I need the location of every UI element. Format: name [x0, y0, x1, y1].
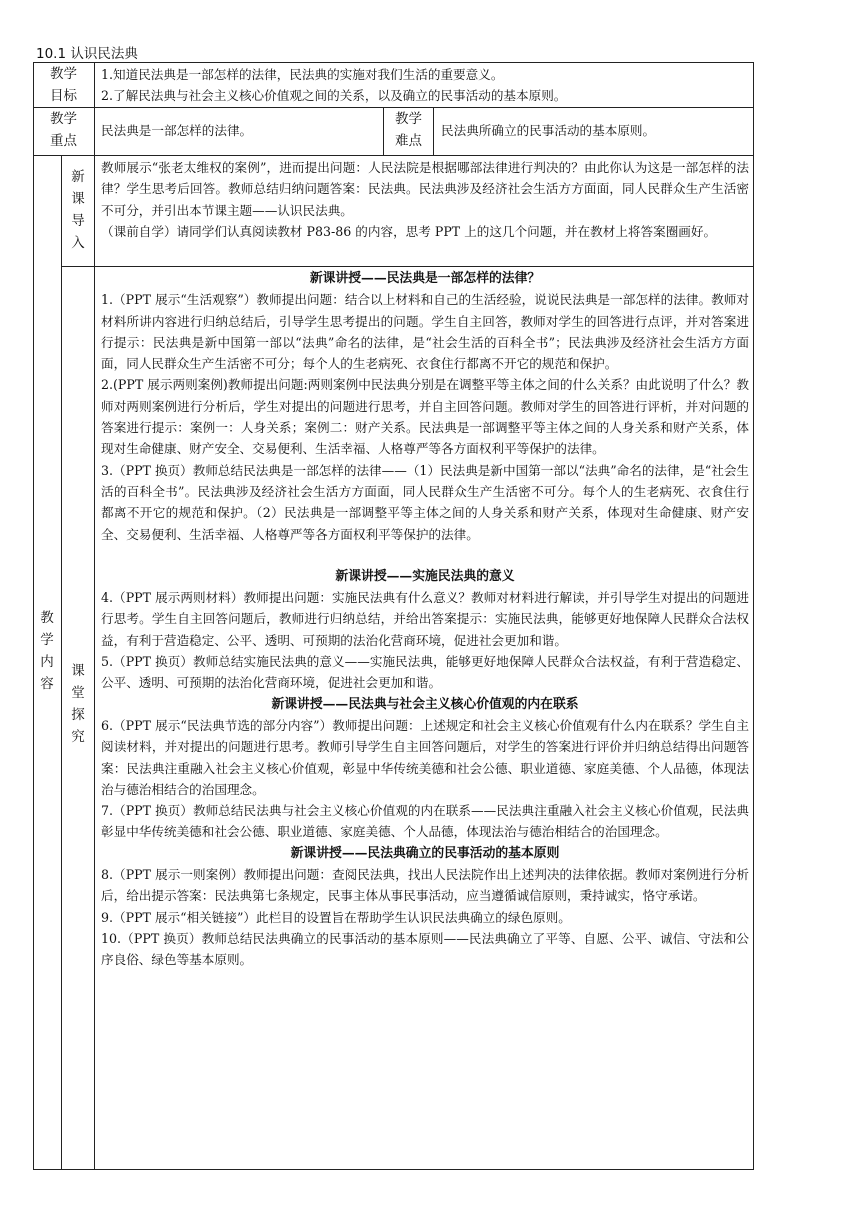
section-paragraph: 8.（PPT 展示一则案例）教师提出问题：查阅民法典，找出人民法院作出上述判决的法律依据。教师对案例进行分析后，给出提示答案：民法典第七条规定，民事主体从事民事活动，应当遵循诚信原则，秉持诚实，恪守承诺。	[101, 867, 749, 904]
table-border-top	[33, 62, 754, 63]
section-heading: 新课讲授——民法典确立的民事活动的基本原则	[290, 845, 560, 861]
section-paragraph: 3.（PPT 换页）教师总结民法典是一部怎样的法律——（1）民法典是新中国第一部以“法典”命名的法律，是“社会生活的百科全书”。民法典涉及经济社会生活方方面面，同人民群众生产生活密不可分。每个人的生老病死、衣食住行都离不开它的规范和保护。（2）民法典是一部调整平等主体之间的人身关系和财产关系，体现对生命健康、财产安全、交易便利、生活幸福、人格尊严等各方面权利平等保护的法律。	[101, 462, 750, 542]
key-points-label-line: 教学	[50, 111, 77, 127]
section-paragraph: 5.（PPT 换页）教师总结实施民法典的意义——实施民法典，能够更好地保障人民群众合法权益，有利于营造稳定、公平、透明、可预期的法治化营商环境，促进社会更加和谐。	[101, 654, 749, 691]
content-label-char: 容	[40, 676, 54, 692]
col-divider	[61, 155, 62, 1170]
intro-paragraph: （课前自学）请同学们认真阅读教材 P83-86 的内容，思考 PPT 上的这几个问题，并在教材上将答案圈画好。	[101, 223, 717, 239]
objectives-label-line: 教学	[50, 66, 77, 82]
intro-paragraph: 教师展示“张老太维权的案例”，进而提出问题：人民法院是根据哪部法律进行判决的？由此你认为这是一部怎样的法律？学生思考后回答。教师总结归纳问题答案：民法典。民法典涉及经济社会生活方方面面，同人民群众生产生活密不可分，并引出本节课主题——认识民法典。	[101, 160, 749, 218]
col-divider	[94, 62, 95, 1170]
objectives-text	[101, 64, 749, 107]
row-divider	[61, 266, 754, 267]
intro-label-char: 课	[71, 191, 85, 207]
section-paragraph: 9.（PPT 展示“相关链接”）此栏目的设置旨在帮助学生认识民法典确立的绿色原则。	[101, 909, 571, 925]
difficulty-label-line: 难点	[395, 133, 422, 149]
section-paragraph: 6.（PPT 展示“民法典节选的部分内容”）教师提出问题：上述规定和社会主义核心价值观有什么内在联系？学生自主阅读材料，并对提出的问题进行思考。教师引导学生自主回答问题后，对学生的答案进行评价并归纳总结得出问题答案：民法典注重融入社会主义核心价值观，彰显中华传统美德和社会公德、职业道德、家庭美德、个人品德，体现法治与德治相结合的治国理念。	[101, 717, 749, 797]
objectives-label-line: 目标	[50, 88, 77, 104]
table-border-right	[753, 62, 754, 1170]
explore-label-char: 究	[71, 729, 85, 745]
difficulty-label	[383, 108, 434, 152]
explore-text	[101, 268, 749, 971]
intro-label	[68, 166, 88, 254]
section-paragraph: 10.（PPT 换页）教师总结民法典确立的民事活动的基本原则——民法典确立了平等、自愿、公平、诚信、守法和公序良俗、绿色等基本原则。	[101, 930, 749, 968]
table-border-left	[33, 62, 34, 1170]
intro-label-char: 入	[71, 235, 85, 251]
difficulty-label-line: 教学	[395, 111, 422, 127]
explore-label	[68, 660, 88, 748]
lesson-plan-table	[33, 62, 754, 1170]
spacer	[101, 545, 749, 566]
key-points-text: 民法典是一部怎样的法律。	[101, 123, 253, 138]
explore-label-char: 课	[71, 663, 85, 679]
explore-label-char: 探	[71, 707, 85, 723]
difficulty-text: 民法典所确立的民事活动的基本原则。	[441, 123, 656, 138]
intro-label-char: 新	[71, 169, 85, 185]
key-points-label-line: 重点	[50, 133, 77, 149]
section-heading: 新课讲授——民法典与社会主义核心价值观的内在联系	[271, 696, 579, 712]
section-heading: 新课讲授——实施民法典的意义	[335, 568, 515, 584]
content-label	[37, 607, 57, 695]
objective-item: 1.知道民法典是一部怎样的法律，民法典的实施对我们生活的重要意义。	[101, 67, 504, 82]
objective-item: 2.了解民法典与社会主义核心价值观之间的关系，以及确立的民事活动的基本原则。	[101, 88, 567, 104]
intro-text	[101, 157, 749, 242]
section-paragraph: 2.(PPT 展示两则案例)教师提出问题:两则案例中民法典分别是在调整平等主体之间的什么关系？由此说明了什么？教师对两则案例进行分析后，学生对提出的问题进行思考，并自主回答问题。教师对学生的回答进行评析，并对问题的答案进行提示：案例一：人身关系；案例二：财产关系。民法典是一部调整平等主体之间的人身关系和财产关系，体现对生命健康、财产安全、交易便利、生活幸福、人格尊严等各方面权利平等保护的法律。	[101, 377, 749, 457]
objectives-label	[33, 63, 94, 107]
content-label-char: 内	[40, 654, 54, 670]
explore-label-char: 堂	[71, 685, 85, 701]
document-title: 10.1 认识民法典	[36, 46, 138, 62]
table-border-bottom	[33, 1169, 754, 1170]
section-paragraph: 1.（PPT 展示“生活观察”）教师提出问题：结合以上材料和自己的生活经验，说说民法典是一部怎样的法律。教师对材料所讲内容进行归纳总结后，引导学生思考提出的问题。学生自主回答，教师对学生的回答进行点评，并对答案进行提示：民法典是新中国第一部以“法典”命名的法律，是“社会生活的百科全书”；民法典涉及经济社会生活方方面面，同人民群众生产生活密不可分；每个人的生老病死、衣食住行都离不开它的规范和保护。	[101, 292, 749, 372]
section-paragraph: 7.（PPT 换页）教师总结民法典与社会主义核心价值观的内在联系——民法典注重融入社会主义核心价值观，民法典彰显中华传统美德和社会公德、职业道德、家庭美德、个人品德，体现法治与德治相结合的治国理念。	[101, 803, 749, 840]
row-divider	[33, 155, 754, 156]
intro-label-char: 导	[71, 213, 85, 229]
section-paragraph: 4.（PPT 展示两则材料）教师提出问题：实施民法典有什么意义？教师对材料进行解读，并引导学生对提出的问题进行思考。学生自主回答问题后，教师进行归纳总结，并给出答案提示：实施民法典，能够更好地保障人民群众合法权益，有利于营造稳定、公平、透明、可预期的法治化营商环境，促进社会更加和谐。	[101, 590, 749, 648]
key-points-label	[33, 108, 94, 152]
content-label-char: 教	[40, 610, 54, 626]
content-label-char: 学	[40, 632, 54, 648]
section-heading: 新课讲授——民法典是一部怎样的法律？	[309, 271, 541, 286]
